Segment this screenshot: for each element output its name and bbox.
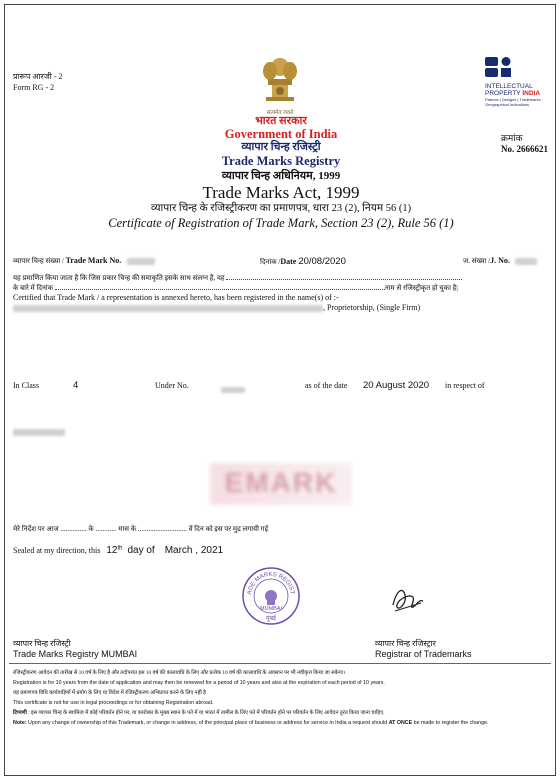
proprietorship-text: , Proprietorship, (Single Firm) — [323, 303, 421, 312]
registry-english: Trade Marks Registry — [221, 154, 341, 168]
serial-number: No. 2666621 — [501, 144, 548, 154]
trademark-number-line — [13, 256, 155, 266]
certificate-header — [5, 115, 556, 231]
note3-hindi: : इस व्यापार चिन्ह के स्वामित्व में कोई परिवर्तन होने पर, या कारोबार के मुख्य स्थान के पते में या भारत में तामील के लिए पते में परिवर्तन होने पर परिवर्तन के लिए आवेदन तुरंत किया जाना चाहिए. — [26, 710, 385, 716]
stamp-top-text: ADE MARKS REGIST — [246, 571, 295, 596]
ip-india-line1: INTELLECTUAL — [485, 83, 533, 90]
sealed-line — [13, 545, 223, 556]
serial-number-block — [501, 133, 548, 155]
tm-label-hindi: व्यापार चिन्ह संख्या / — [13, 257, 66, 265]
seal-month-year: March , 2021 — [164, 545, 224, 556]
act-hindi: व्यापार चिन्ह अधिनियम, 1999 — [221, 170, 341, 182]
certify-english: Certified that Trade Mark / a representation is annexed hereto, has been registered in the name(s) of :- — [13, 293, 339, 302]
stamp-hindi-text: मुंबई — [266, 616, 276, 622]
seal-day-sup: th — [117, 545, 123, 552]
under-no-redacted — [221, 381, 245, 399]
note3-hindi-label: टिप्पणी — [13, 710, 27, 716]
footer-right — [375, 638, 472, 660]
date-label-hindi: दिनांक / — [260, 258, 281, 266]
ip-india-line4: Geographical Indications — [485, 102, 530, 107]
journal-label-english: J. No. — [490, 256, 510, 265]
form-label-hindi: प्रारूप आरजी - 2 — [13, 72, 63, 81]
date-value: 20/08/2020 — [298, 256, 346, 267]
note3-label: Note: — [13, 720, 27, 726]
national-emblem-icon — [260, 55, 300, 116]
journal-number-redacted — [515, 258, 537, 265]
ip-india-logo — [485, 57, 541, 107]
certify-dotted-2 — [55, 283, 385, 290]
seal-day-of: day of — [127, 545, 155, 556]
footer-left-hindi: व्यापार चिन्ह रजिस्ट्री — [13, 639, 71, 648]
certify-block — [13, 273, 462, 313]
sealed-text: Sealed at my direction, this — [13, 546, 101, 555]
journal-line — [463, 256, 537, 266]
gov-english: Government of India — [224, 127, 338, 141]
act-english: Trade Marks Act, 1999 — [202, 183, 360, 202]
ip-india-mark-icon — [485, 57, 515, 77]
journal-label-hindi: ज. संख्या / — [463, 257, 491, 265]
tm-number-redacted — [127, 258, 155, 265]
date-line — [260, 256, 346, 267]
note1-english: Registration is for 10 years from the date of application and may then be renewed for a period of 10 years and also at the expiration of each period of 10 years. — [13, 680, 385, 686]
cert-english: Certificate of Registration of Trade Mark, Section 23 (2), Rule 56 (1) — [108, 216, 454, 230]
footer-right-english: Registrar of Trademarks — [375, 649, 472, 659]
footer-left-english: Trade Marks Registry MUMBAI — [13, 649, 138, 659]
notes-divider — [9, 663, 551, 664]
form-label — [13, 71, 63, 93]
class-value: 4 — [73, 380, 79, 391]
certify-hindi-line1: यह प्रमाणित किया जाता है कि जिस प्रकार चिन्ह की समाकृति इसके साथ संलग्न है, वह — [13, 274, 225, 282]
proprietor-name-redacted — [13, 305, 323, 312]
footer-right-hindi: व्यापार चिन्ह रजिस्ट्रार — [375, 639, 436, 648]
under-no-label: Under No. — [155, 381, 189, 390]
certificate-page — [4, 4, 556, 776]
footer-left — [13, 638, 137, 660]
note3-english-bold: AT ONCE — [388, 720, 413, 726]
in-respect-label: in respect of — [445, 381, 485, 390]
certify-hindi-line2b: नाम से रजिस्ट्रीकृत हो चुका है| — [384, 284, 458, 292]
goods-description-redacted — [13, 423, 65, 441]
certify-hindi-line2a: के बारे में दिनांक — [13, 284, 54, 292]
date-label-english: Date — [280, 257, 297, 266]
ip-india-line3: Patents | Designs | Trademarks — [485, 97, 541, 102]
note1-hindi: रजिस्ट्रीकरण आवेदन की तारीख से 10 वर्ष के लिए है और तदोपरांत इस 10 वर्ष की कालावधि के लिए और प्रत्येक 10 वर्ष की कालावधि के अवसान पर भी नवीकृत्त किया जा सकेगा। — [13, 670, 346, 676]
certify-dotted-1 — [226, 273, 462, 280]
stamp-bottom-text: MUMBAI — [260, 606, 282, 612]
note3-english-b: be made to register the change. — [412, 720, 489, 726]
trademark-text: EMARK — [224, 467, 338, 498]
registry-hindi: व्यापार चिन्ह रजिस्ट्री — [241, 141, 321, 153]
registrar-signature-icon — [389, 583, 429, 622]
registry-stamp — [241, 566, 301, 626]
notes-block — [13, 668, 488, 728]
gov-hindi: भारत सरकार — [255, 115, 307, 127]
serial-label-hindi: क्रमांक — [501, 133, 523, 143]
note2-english: This certificate is not for use in legal proceedings or for obtaining Registration abroad. — [13, 700, 214, 706]
cert-hindi: व्यापार चिन्ह के रजिस्ट्रीकरण का प्रमाणपत्र, धारा 23 (2), नियम 56 (1) — [150, 203, 412, 214]
ip-india-line2-bold: INDIA — [522, 90, 541, 97]
seal-line-hindi: मेरे निर्देश पर आज ............... के ............ मास के ............................ वें दिन को इस पर मुद्र लगायी गई — [13, 525, 269, 533]
in-class-label: In Class — [13, 381, 39, 390]
form-label-english: Form RG - 2 — [13, 83, 55, 92]
note3-english-a: Upon any change of ownership of this Trademark, or change in address, of the principal place of business or address for service in India a request should — [26, 720, 389, 726]
as-of-label: as of the date — [305, 381, 348, 390]
seal-day: 12 — [106, 545, 118, 556]
emblem-caption: सत्यमेव जयते — [266, 110, 294, 116]
note2-hindi: यह प्रमाणपत्र विधि कार्यवाहियों में प्रयोग के लिए या विदेश में रजिस्ट्रीकरण अभिप्राप्त करने के लिए नहीं है — [13, 690, 206, 696]
tm-label-english: Trade Mark No. — [65, 256, 122, 265]
ip-india-line2: PROPERTY — [485, 90, 523, 97]
trademark-image — [210, 463, 352, 505]
class-date-value: 20 August 2020 — [363, 380, 430, 391]
